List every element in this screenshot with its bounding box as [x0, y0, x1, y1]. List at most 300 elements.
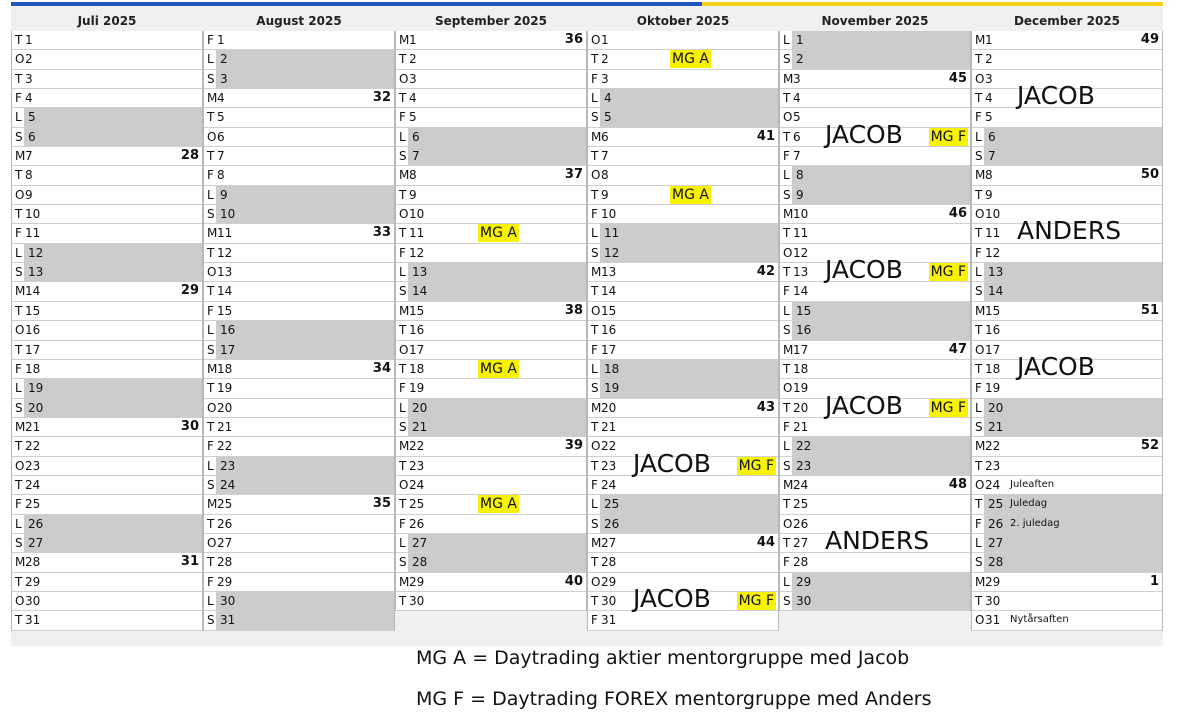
- day-label: [396, 573, 425, 591]
- weekday-letter: O: [591, 574, 601, 589]
- day-row: [204, 89, 394, 108]
- day-number: 29: [601, 574, 617, 589]
- day-number: 11: [604, 226, 620, 241]
- day-row: [588, 495, 778, 514]
- day-label: [12, 592, 41, 610]
- week-number: 30: [180, 418, 199, 434]
- day-row: [12, 31, 202, 50]
- day-row: [780, 390, 970, 420]
- day-label: [12, 399, 44, 417]
- day-row: [588, 108, 778, 127]
- month-title: November 2025: [821, 14, 929, 28]
- day-row: [972, 611, 1162, 630]
- day-number: 14: [793, 284, 809, 299]
- day-label: [780, 50, 804, 68]
- day-label: [396, 186, 422, 204]
- day-number: 24: [793, 477, 809, 492]
- weekday-letter: O: [207, 400, 217, 415]
- day-label: [396, 399, 428, 417]
- day-number: 10: [601, 207, 617, 222]
- day-label: [396, 70, 422, 88]
- day-label: [972, 186, 998, 204]
- weekday-letter: T: [783, 91, 791, 106]
- day-number: 3: [220, 71, 228, 86]
- day-label: [972, 224, 1001, 242]
- day-number: 13: [988, 265, 1004, 280]
- day-label: [588, 437, 617, 455]
- day-number: 8: [985, 168, 993, 183]
- day-label: [396, 128, 420, 146]
- day-row: [12, 321, 202, 340]
- day-label: [972, 399, 1004, 417]
- day-label: [204, 476, 236, 494]
- day-row: [780, 205, 970, 224]
- day-number: 17: [25, 342, 41, 357]
- weekday-letter: S: [15, 129, 23, 144]
- day-label: [204, 263, 233, 281]
- day-number: 28: [25, 555, 41, 570]
- weekday-letter: M: [783, 342, 794, 357]
- weekday-letter: T: [207, 284, 215, 299]
- day-number: 9: [985, 187, 993, 202]
- day-row: [972, 128, 1162, 147]
- weekday-letter: T: [15, 71, 23, 86]
- day-number: 22: [409, 439, 425, 454]
- weekday-letter: O: [591, 439, 601, 454]
- day-row: [12, 476, 202, 495]
- day-row: [396, 534, 586, 553]
- day-row: [780, 573, 970, 592]
- week-number: 41: [756, 128, 775, 144]
- day-number: 25: [217, 497, 233, 512]
- weekday-letter: F: [399, 245, 406, 260]
- weekday-letter: S: [591, 245, 599, 260]
- weekday-letter: L: [975, 265, 982, 280]
- day-row: [972, 108, 1162, 127]
- week-number: 40: [564, 573, 583, 589]
- day-row: [12, 263, 202, 282]
- day-row: [588, 224, 778, 243]
- day-number: 6: [217, 129, 225, 144]
- weekday-letter: F: [975, 381, 982, 396]
- day-row: [588, 418, 778, 437]
- weekday-letter: T: [207, 110, 215, 125]
- day-label: [780, 205, 809, 223]
- day-row: [780, 147, 970, 166]
- day-number: 11: [25, 226, 41, 241]
- day-label: [588, 379, 620, 397]
- weekday-letter: O: [783, 516, 793, 531]
- day-number: 27: [793, 535, 809, 550]
- day-row: [204, 147, 394, 166]
- weekday-letter: S: [975, 149, 983, 164]
- day-label: [588, 592, 617, 610]
- weekday-letter: L: [207, 323, 214, 338]
- day-row: [396, 592, 586, 611]
- day-row: [12, 611, 202, 630]
- day-label: [588, 321, 617, 339]
- day-number: 12: [409, 245, 425, 260]
- weekday-letter: T: [15, 33, 23, 47]
- weekday-letter: T: [591, 458, 599, 473]
- day-row: [204, 611, 394, 630]
- weekday-letter: T: [399, 361, 407, 376]
- day-label: [204, 611, 236, 629]
- weekday-letter: T: [207, 516, 215, 531]
- day-label: [12, 515, 44, 533]
- weekday-letter: T: [975, 458, 983, 473]
- weekday-letter: S: [15, 265, 23, 280]
- day-label: [12, 205, 41, 223]
- weekday-letter: M: [207, 91, 218, 106]
- day-row: [204, 341, 394, 360]
- weekday-letter: L: [15, 110, 22, 125]
- day-label: [780, 31, 804, 49]
- day-label: [972, 457, 1001, 475]
- day-row: [12, 70, 202, 89]
- day-number: 17: [985, 342, 1001, 357]
- day-list: [203, 31, 395, 631]
- day-row: [780, 341, 970, 360]
- day-number: 21: [217, 419, 233, 434]
- day-row: [780, 457, 970, 476]
- weekday-letter: T: [399, 187, 407, 202]
- weekday-letter: F: [591, 207, 598, 222]
- mentor-group-tag: MG A: [672, 186, 709, 203]
- weekday-letter: L: [975, 129, 982, 144]
- day-number: 24: [985, 477, 1001, 492]
- mentor-group-tag: MG F: [930, 399, 966, 416]
- day-label: [588, 244, 620, 262]
- day-row: [972, 147, 1162, 166]
- day-number: 30: [796, 593, 812, 608]
- weekday-letter: L: [591, 361, 598, 376]
- day-number: 1: [409, 33, 417, 47]
- day-number: 2: [601, 52, 609, 67]
- day-row: [588, 205, 778, 224]
- weekday-letter: S: [783, 52, 791, 67]
- day-number: 18: [25, 361, 41, 376]
- day-number: 14: [988, 284, 1004, 299]
- day-label: [972, 611, 1001, 629]
- weekday-letter: T: [399, 226, 407, 241]
- day-number: 26: [409, 516, 425, 531]
- day-number: 4: [217, 91, 225, 106]
- month-title: Juli 2025: [77, 14, 137, 28]
- day-number: 3: [793, 71, 801, 86]
- weekday-letter: T: [591, 52, 599, 67]
- weekday-letter: L: [15, 245, 22, 260]
- day-number: 4: [985, 91, 993, 106]
- day-label: [588, 205, 617, 223]
- day-row: [204, 360, 394, 379]
- day-number: 18: [793, 361, 809, 376]
- day-number: 1: [601, 33, 609, 47]
- weekday-letter: O: [591, 33, 601, 47]
- day-number: 22: [796, 439, 812, 454]
- week-number: 51: [1140, 302, 1159, 318]
- day-number: 29: [409, 574, 425, 589]
- weekday-letter: S: [975, 284, 983, 299]
- day-number: 11: [985, 226, 1001, 241]
- day-number: 9: [25, 187, 33, 202]
- day-number: 29: [25, 574, 41, 589]
- day-label: [204, 553, 233, 571]
- week-number: 50: [1140, 167, 1159, 183]
- weekday-letter: T: [207, 555, 215, 570]
- day-number: 15: [601, 303, 617, 318]
- weekday-letter: M: [591, 265, 602, 280]
- weekday-letter: L: [591, 226, 598, 241]
- day-row: [12, 108, 202, 127]
- day-row: [12, 224, 202, 243]
- day-row: [780, 70, 970, 89]
- month-title: December 2025: [1013, 14, 1121, 28]
- weekday-letter: T: [975, 226, 983, 241]
- day-label: [972, 592, 1001, 610]
- week-number: 46: [948, 206, 967, 222]
- weekday-letter: L: [399, 400, 406, 415]
- day-label: [588, 418, 617, 436]
- day-number: 25: [988, 497, 1004, 512]
- day-number: 17: [220, 342, 236, 357]
- weekday-letter: M: [975, 33, 986, 47]
- weekday-letter: T: [975, 187, 983, 202]
- weekday-letter: M: [15, 149, 26, 164]
- day-number: 21: [25, 419, 41, 434]
- day-number: 23: [220, 458, 236, 473]
- day-label: [12, 166, 38, 184]
- weekday-letter: S: [591, 110, 599, 125]
- day-number: 9: [796, 187, 804, 202]
- day-number: 4: [409, 91, 417, 106]
- day-row: [780, 302, 970, 321]
- day-label: [588, 360, 620, 378]
- day-number: 19: [793, 381, 809, 396]
- week-number: 47: [948, 341, 967, 357]
- weekday-letter: T: [975, 497, 983, 512]
- day-label: [972, 244, 1001, 262]
- day-number: 4: [793, 91, 801, 106]
- week-number: 38: [564, 302, 583, 318]
- day-number: 16: [601, 323, 617, 338]
- weekday-letter: T: [207, 419, 215, 434]
- day-row: [396, 147, 586, 166]
- day-number: 7: [601, 149, 609, 164]
- day-label: [12, 534, 44, 552]
- day-label: [12, 457, 41, 475]
- mentor-name: JACOB: [825, 255, 903, 285]
- day-number: 25: [409, 497, 425, 512]
- holiday-label: Juleaften: [1010, 478, 1055, 490]
- day-list: [779, 31, 971, 611]
- weekday-letter: F: [591, 71, 598, 86]
- day-row: [588, 448, 778, 478]
- day-number: 19: [604, 381, 620, 396]
- day-row: [396, 50, 586, 69]
- day-row: [972, 399, 1162, 418]
- day-row: [12, 573, 202, 592]
- day-label: [588, 534, 617, 552]
- weekday-letter: O: [975, 207, 985, 222]
- day-row: [780, 525, 970, 555]
- day-label: [972, 128, 996, 146]
- day-label: [780, 418, 809, 436]
- day-row: [588, 166, 778, 185]
- month-column: [11, 11, 203, 631]
- weekday-letter: S: [975, 419, 983, 434]
- weekday-letter: F: [783, 419, 790, 434]
- day-label: [780, 495, 809, 513]
- day-label: [972, 31, 998, 49]
- day-number: 20: [601, 400, 617, 415]
- day-label: [588, 147, 614, 165]
- day-row: [12, 457, 202, 476]
- day-label: [972, 534, 1004, 552]
- day-label: [204, 128, 230, 146]
- day-label: [12, 31, 38, 49]
- day-number: 15: [796, 303, 812, 318]
- day-row: [204, 244, 394, 263]
- mentor-name: JACOB: [1017, 81, 1095, 111]
- day-row: [12, 495, 202, 514]
- day-number: 12: [217, 245, 233, 260]
- month-title: Oktober 2025: [636, 14, 730, 28]
- month-title: August 2025: [256, 14, 342, 28]
- day-label: [396, 457, 425, 475]
- day-number: 15: [217, 303, 233, 318]
- week-number: 45: [948, 70, 967, 86]
- day-row: [204, 321, 394, 340]
- day-row: [972, 553, 1162, 572]
- day-row: [972, 302, 1162, 321]
- day-number: 10: [220, 207, 236, 222]
- day-label: [396, 592, 425, 610]
- weekday-letter: M: [975, 439, 986, 454]
- day-label: [396, 553, 428, 571]
- day-number: 11: [217, 226, 233, 241]
- calendar: [11, 2, 1163, 646]
- weekday-letter: L: [399, 129, 406, 144]
- day-row: [204, 437, 394, 456]
- day-label: [396, 31, 422, 49]
- day-row: [972, 282, 1162, 301]
- day-number: 7: [988, 149, 996, 164]
- weekday-letter: F: [591, 477, 598, 492]
- day-label: [588, 495, 620, 513]
- day-label: [12, 302, 41, 320]
- day-label: [972, 360, 1001, 378]
- day-row: [12, 282, 202, 301]
- day-number: 1: [796, 33, 804, 47]
- week-number: 33: [372, 225, 391, 241]
- weekday-letter: T: [15, 574, 23, 589]
- day-row: [780, 282, 970, 301]
- day-number: 10: [409, 207, 425, 222]
- day-label: [972, 89, 998, 107]
- weekday-letter: M: [975, 574, 986, 589]
- color-bar: [11, 2, 1163, 6]
- day-number: 20: [412, 400, 428, 415]
- day-number: 24: [601, 477, 617, 492]
- day-row: [396, 224, 586, 243]
- weekday-letter: T: [783, 497, 791, 512]
- day-number: 10: [793, 207, 809, 222]
- day-number: 4: [604, 91, 612, 106]
- day-number: 26: [793, 516, 809, 531]
- week-number: 43: [756, 399, 775, 415]
- day-number: 19: [217, 381, 233, 396]
- day-row: [12, 360, 202, 379]
- weekday-letter: S: [207, 477, 215, 492]
- day-number: 11: [793, 226, 809, 241]
- day-label: [588, 611, 617, 629]
- weekday-letter: M: [975, 168, 986, 183]
- weekday-letter: S: [15, 400, 23, 415]
- weekday-letter: S: [783, 458, 791, 473]
- day-number: 28: [793, 555, 809, 570]
- day-row: [396, 418, 586, 437]
- weekday-letter: T: [783, 129, 791, 144]
- day-number: 17: [409, 342, 425, 357]
- day-number: 2: [409, 52, 417, 67]
- day-label: [780, 282, 809, 300]
- day-label: [588, 224, 620, 242]
- day-number: 3: [25, 71, 33, 86]
- day-number: 31: [25, 613, 41, 628]
- day-number: 8: [601, 168, 609, 183]
- day-number: 28: [988, 555, 1004, 570]
- day-label: [396, 418, 428, 436]
- mentor-group-tag: MG F: [930, 128, 966, 145]
- day-label: [972, 166, 998, 184]
- weekday-letter: T: [591, 187, 599, 202]
- day-number: 24: [25, 477, 41, 492]
- legend-mg-f: MG F = Daytrading FOREX mentorgruppe med Anders: [416, 688, 932, 710]
- day-number: 16: [409, 323, 425, 338]
- day-label: [972, 50, 998, 68]
- day-number: 26: [988, 516, 1004, 531]
- day-row: [972, 495, 1162, 514]
- day-label: [204, 147, 230, 165]
- day-row: [588, 244, 778, 263]
- day-row: [12, 302, 202, 321]
- day-row: [588, 70, 778, 89]
- day-label: [12, 263, 44, 281]
- day-label: [972, 205, 1001, 223]
- day-number: 29: [985, 574, 1001, 589]
- day-label: [12, 128, 36, 146]
- day-label: [396, 282, 428, 300]
- day-row: [972, 31, 1162, 50]
- day-label: [12, 437, 41, 455]
- weekday-letter: F: [207, 303, 214, 318]
- day-label: [12, 89, 38, 107]
- weekday-letter: M: [399, 168, 410, 183]
- day-label: [588, 457, 617, 475]
- day-label: [204, 244, 233, 262]
- day-number: 29: [217, 574, 233, 589]
- day-row: [12, 147, 202, 166]
- week-number: 42: [756, 264, 775, 280]
- weekday-letter: F: [15, 91, 22, 106]
- day-label: [396, 341, 425, 359]
- day-number: 28: [601, 555, 617, 570]
- weekday-letter: T: [399, 91, 407, 106]
- weekday-letter: S: [207, 613, 215, 628]
- mentor-group-tag: MG F: [930, 264, 966, 281]
- day-label: [588, 282, 617, 300]
